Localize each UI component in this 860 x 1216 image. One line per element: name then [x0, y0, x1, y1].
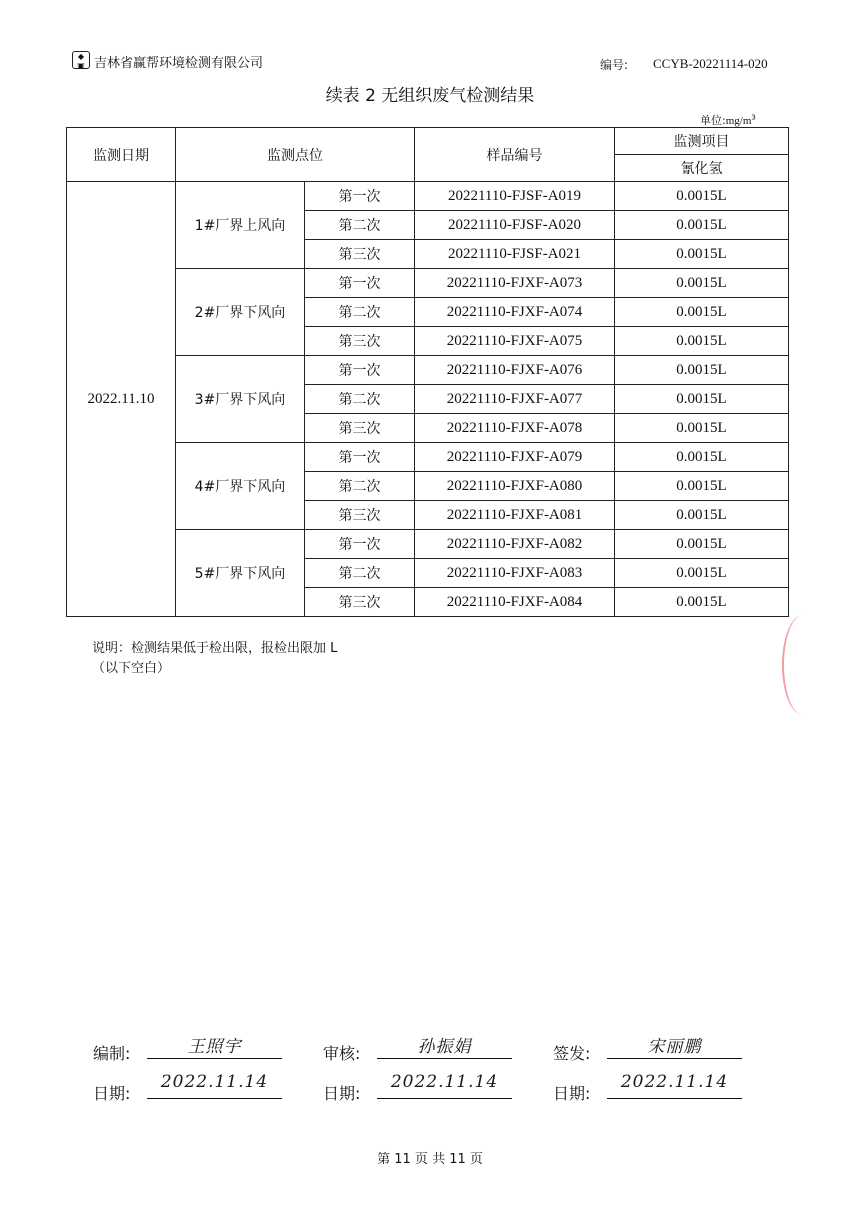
- sampling-round-cell: 第二次: [305, 211, 415, 240]
- unit-label: [700, 112, 756, 128]
- page-footer: 第 11 页 共 11 页: [377, 1152, 483, 1167]
- sample-id-cell: 20221110-FJXF-A084: [415, 588, 615, 617]
- date-label-1: 日期:: [93, 1084, 131, 1103]
- sampling-round-cell: 第一次: [305, 530, 415, 559]
- approved-signature: 宋丽鹏: [607, 1032, 742, 1059]
- sampling-round-cell: 第三次: [305, 501, 415, 530]
- monitoring-point-cell: 5#厂界下风向: [176, 530, 305, 617]
- company-logo: ◆ ▣: [72, 51, 90, 69]
- table-row: [67, 182, 789, 211]
- sampling-round-cell: 第一次: [305, 182, 415, 211]
- sample-id-cell: 20221110-FJXF-A082: [415, 530, 615, 559]
- sample-id-cell: 20221110-FJXF-A080: [415, 472, 615, 501]
- reviewed-signature: 孙振娟: [377, 1032, 512, 1059]
- table-row: [67, 443, 789, 472]
- result-value-cell: 0.0015L: [615, 298, 789, 327]
- approved-label: 签发:: [553, 1044, 591, 1063]
- sample-id-cell: 20221110-FJXF-A078: [415, 414, 615, 443]
- result-value-cell: 0.0015L: [615, 559, 789, 588]
- monitoring-point-cell: 3#厂界下风向: [176, 356, 305, 443]
- result-value-cell: 0.0015L: [615, 414, 789, 443]
- sampling-round-cell: 第二次: [305, 298, 415, 327]
- reviewed-date: 2022.11.14: [377, 1072, 512, 1099]
- result-value-cell: 0.0015L: [615, 443, 789, 472]
- unit-value: mg/m: [725, 115, 752, 127]
- result-value-cell: 0.0015L: [615, 356, 789, 385]
- result-value-cell: 0.0015L: [615, 269, 789, 298]
- sample-id-cell: 20221110-FJSF-A021: [415, 240, 615, 269]
- sample-id-cell: 20221110-FJXF-A083: [415, 559, 615, 588]
- table-row: [67, 530, 789, 559]
- sampling-round-cell: 第三次: [305, 327, 415, 356]
- sampling-round-cell: 第一次: [305, 356, 415, 385]
- result-value-cell: 0.0015L: [615, 501, 789, 530]
- sample-id-cell: 20221110-FJXF-A074: [415, 298, 615, 327]
- sampling-round-cell: 第一次: [305, 443, 415, 472]
- sample-id-cell: 20221110-FJSF-A020: [415, 211, 615, 240]
- table-row: [67, 356, 789, 385]
- sampling-round-cell: 第二次: [305, 559, 415, 588]
- result-value-cell: 0.0015L: [615, 182, 789, 211]
- sample-id-cell: 20221110-FJXF-A073: [415, 269, 615, 298]
- date-label-2: 日期:: [323, 1084, 361, 1103]
- doc-number: CCYB-20221114-020: [653, 56, 768, 71]
- monitoring-point-cell: 1#厂界上风向: [176, 182, 305, 269]
- sampling-round-cell: 第二次: [305, 385, 415, 414]
- doc-number-label: 编号:: [600, 58, 629, 72]
- compiled-signature: 王照宇: [147, 1032, 282, 1059]
- sample-id-cell: 20221110-FJXF-A081: [415, 501, 615, 530]
- date-label-3: 日期:: [553, 1084, 591, 1103]
- table-row: [67, 269, 789, 298]
- monitoring-date-cell: 2022.11.10: [67, 182, 176, 617]
- reviewed-label: 审核:: [323, 1044, 361, 1063]
- monitoring-point-cell: 2#厂界下风向: [176, 269, 305, 356]
- result-value-cell: 0.0015L: [615, 530, 789, 559]
- company-name: 吉林省赢帮环境检测有限公司: [94, 56, 264, 71]
- result-value-cell: 0.0015L: [615, 327, 789, 356]
- result-value-cell: 0.0015L: [615, 588, 789, 617]
- unit-caption: 单位:: [700, 114, 726, 127]
- monitoring-point-cell: 4#厂界下风向: [176, 443, 305, 530]
- result-value-cell: 0.0015L: [615, 472, 789, 501]
- sampling-round-cell: 第三次: [305, 240, 415, 269]
- note-explanation: 说明：检测结果低于检出限，报检出限加 L: [92, 641, 338, 656]
- result-value-cell: 0.0015L: [615, 240, 789, 269]
- note-blank: （以下空白）: [92, 661, 171, 676]
- sampling-round-cell: 第一次: [305, 269, 415, 298]
- compiled-label: 编制:: [93, 1044, 131, 1063]
- header-point: 监测点位: [176, 128, 415, 182]
- header-pollutant: 氰化氢: [615, 155, 789, 182]
- sample-id-cell: 20221110-FJXF-A079: [415, 443, 615, 472]
- compiled-date: 2022.11.14: [147, 1072, 282, 1099]
- sampling-round-cell: 第三次: [305, 588, 415, 617]
- seal-stamp-edge: [782, 615, 824, 715]
- sample-id-cell: 20221110-FJXF-A076: [415, 356, 615, 385]
- unit-superscript: 3: [751, 113, 756, 122]
- page-title: 续表 2 无组织废气检测结果: [325, 86, 535, 106]
- sample-id-cell: 20221110-FJXF-A077: [415, 385, 615, 414]
- header-date: 监测日期: [67, 128, 176, 182]
- results-table: [66, 127, 789, 617]
- approved-date: 2022.11.14: [607, 1072, 742, 1099]
- sampling-round-cell: 第三次: [305, 414, 415, 443]
- sampling-round-cell: 第二次: [305, 472, 415, 501]
- sample-id-cell: 20221110-FJXF-A075: [415, 327, 615, 356]
- header-item: 监测项目: [615, 128, 789, 155]
- sample-id-cell: 20221110-FJSF-A019: [415, 182, 615, 211]
- result-value-cell: 0.0015L: [615, 385, 789, 414]
- header-sample: 样品编号: [415, 128, 615, 182]
- result-value-cell: 0.0015L: [615, 211, 789, 240]
